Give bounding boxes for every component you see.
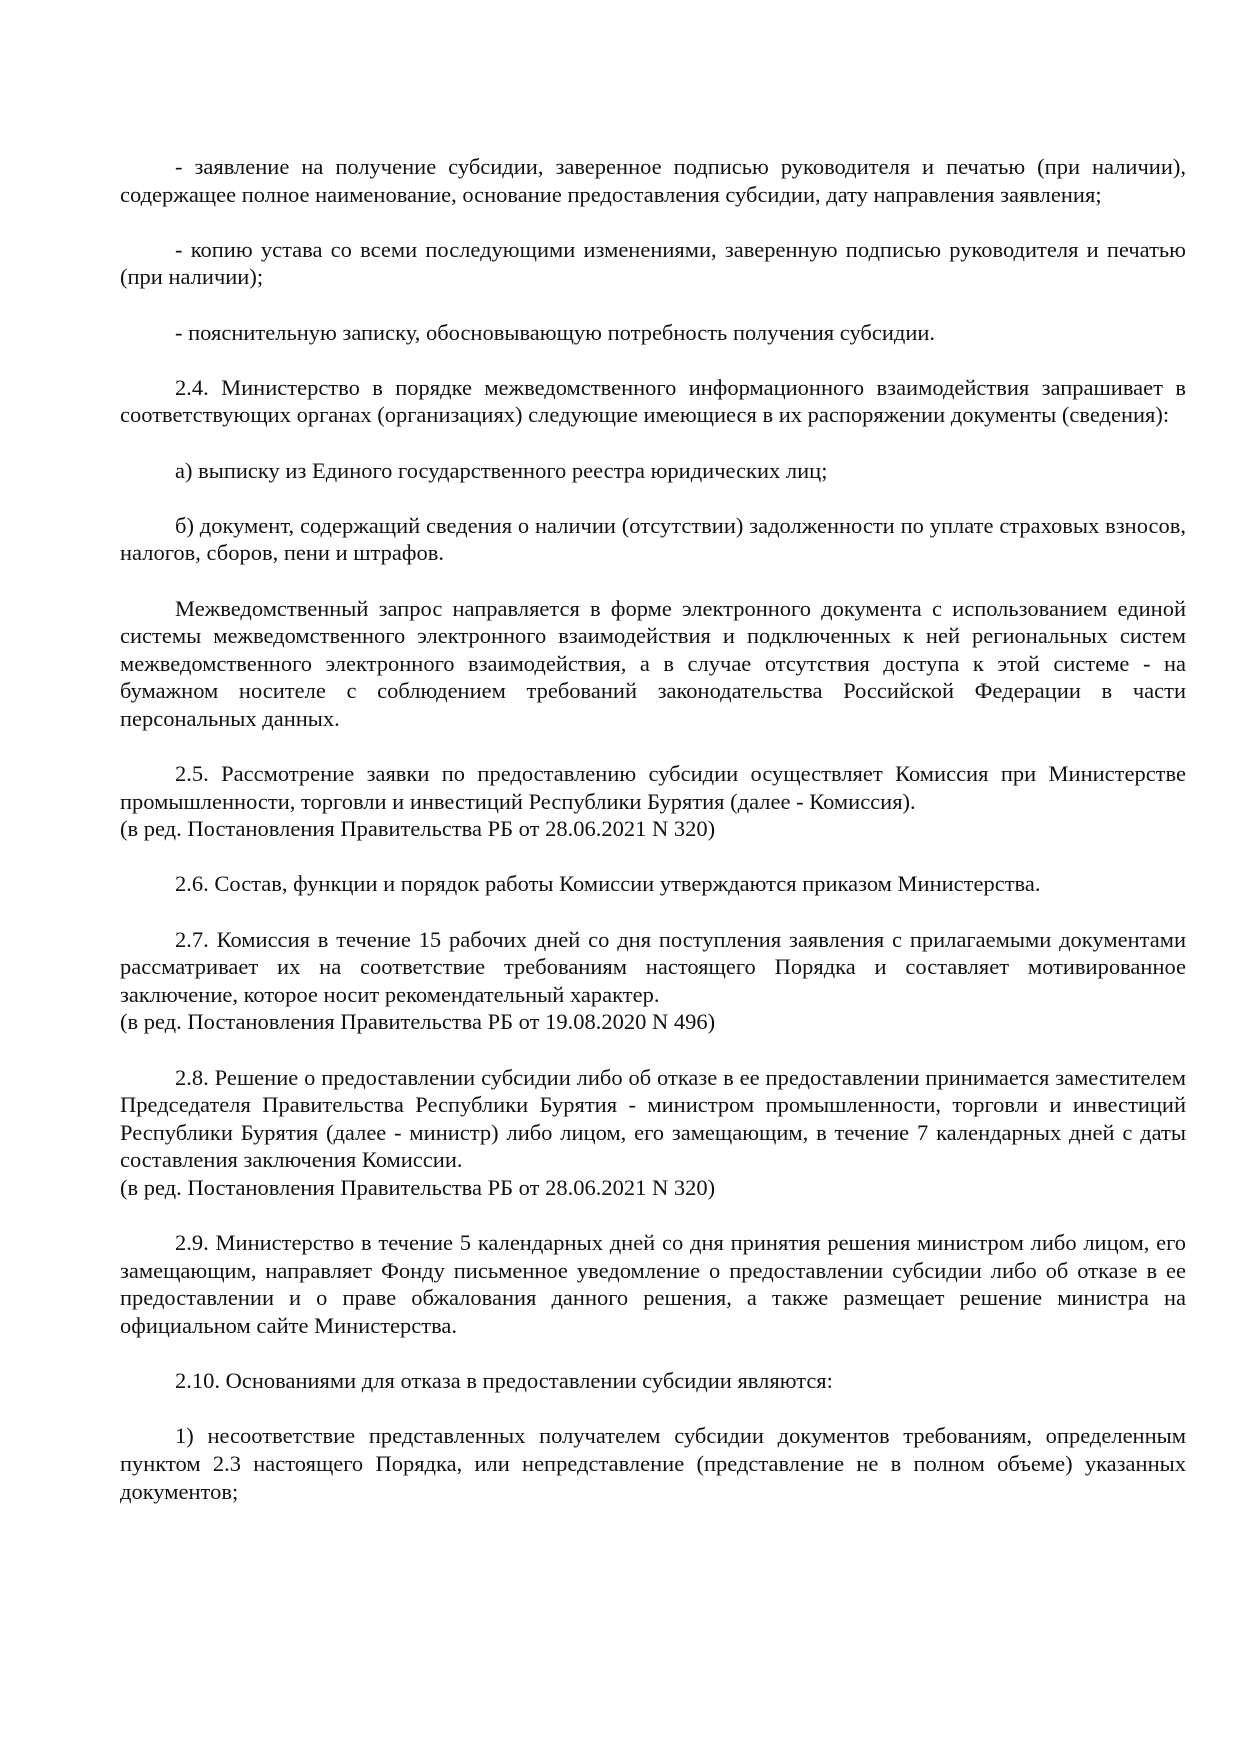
paragraph — [120, 1422, 1186, 1505]
paragraph — [120, 1229, 1186, 1339]
paragraph-text: 2.9. Министерство в течение 5 календарных дней со дня принятия решения министром либо лицом, его замещающим, направляет Фонду письменное уведомление о предоставлении субсидии либо об отказе в ее предоставлении и о праве обжалования данного решения, а также размещает решение министра на официальном сайте Министерства. — [120, 1230, 1186, 1338]
paragraph-text: - копию устава со всеми последующими изменениями, заверенную подписью руководителя и печатью (при наличии); — [120, 236, 1186, 290]
paragraph-text: 2.6. Состав, функции и порядок работы Комиссии утверждаются приказом Министерства. — [175, 871, 1041, 897]
amendment-note: (в ред. Постановления Правительства РБ от 28.06.2021 N 320) — [120, 1174, 716, 1200]
paragraph-text: 2.8. Решение о предоставлении субсидии либо об отказе в ее предоставлении принимается заместителем Председателя Правительства Республики Бурятия - министром промышленности, торговли и инвестиций Республики Бурятия (далее - министр) либо лицом, его замещающим, в течение 7 календарных дней с даты составления заключения Комиссии. — [120, 1064, 1186, 1173]
paragraph — [120, 153, 1186, 208]
paragraph-text: 2.4. Министерство в порядке межведомственного информационного взаимодействия запрашивает в соответствующих органах (организациях) следующие имеющиеся в их распоряжении документы (сведения): — [120, 374, 1186, 428]
paragraph — [120, 1367, 1186, 1395]
paragraph-text: Межведомственный запрос направляется в форме электронного документа с использованием единой системы межведомственного электронного взаимодействия и подключенных к ней региональных систем межведомственного электронного взаимодействия, а в случае отсутствия доступа к этой системе - на бумажном носителе с соблюдением требований законодательства Российской Федерации в части персональных данных. — [120, 595, 1186, 731]
paragraph — [120, 236, 1186, 291]
paragraph — [120, 1064, 1186, 1202]
paragraph-text: - заявление на получение субсидии, заверенное подписью руководителя и печатью (при наличии), содержащее полное наименование, основание предоставления субсидии, дату направления заявления; — [120, 154, 1186, 207]
paragraph-text: б) документ, содержащий сведения о наличии (отсутствии) задолженности по уплате страховых взносов, налогов, сборов, пени и штрафов. — [120, 512, 1186, 566]
paragraph-text: а) выписку из Единого государственного реестра юридических лиц; — [175, 457, 828, 483]
paragraph-text: - пояснительную записку, обосновывающую потребность получения субсидии. — [175, 319, 936, 345]
paragraph — [120, 760, 1186, 843]
amendment-note: (в ред. Постановления Правительства РБ от 19.08.2020 N 496) — [120, 1009, 716, 1035]
amendment-note: (в ред. Постановления Правительства РБ от 28.06.2021 N 320) — [120, 816, 716, 842]
paragraph — [120, 870, 1186, 898]
paragraph — [120, 512, 1186, 567]
paragraph — [120, 926, 1186, 1036]
paragraph — [120, 374, 1186, 429]
paragraph-text: 2.10. Основаниями для отказа в предоставлении субсидии являются: — [175, 1368, 833, 1394]
paragraph — [120, 457, 1186, 485]
paragraph — [120, 595, 1186, 733]
document-page — [120, 153, 1186, 1533]
paragraph-text: 1) несоответствие представленных получателем субсидии документов требованиям, определенным пунктом 2.3 настоящего Порядка, или непредставление (представление не в полном объеме) указанных документов; — [120, 1423, 1186, 1504]
paragraph-text: 2.5. Рассмотрение заявки по предоставлению субсидии осуществляет Комиссия при Министерстве промышленности, торговли и инвестиций Республики Бурятия (далее - Комиссия). — [120, 761, 1186, 814]
paragraph-text: 2.7. Комиссия в течение 15 рабочих дней со дня поступления заявления с прилагаемыми документами рассматривает их на соответствие требованиям настоящего Порядка и составляет мотивированное заключение, которое носит рекомендательный характер. — [120, 926, 1186, 1007]
paragraph — [120, 319, 1186, 347]
